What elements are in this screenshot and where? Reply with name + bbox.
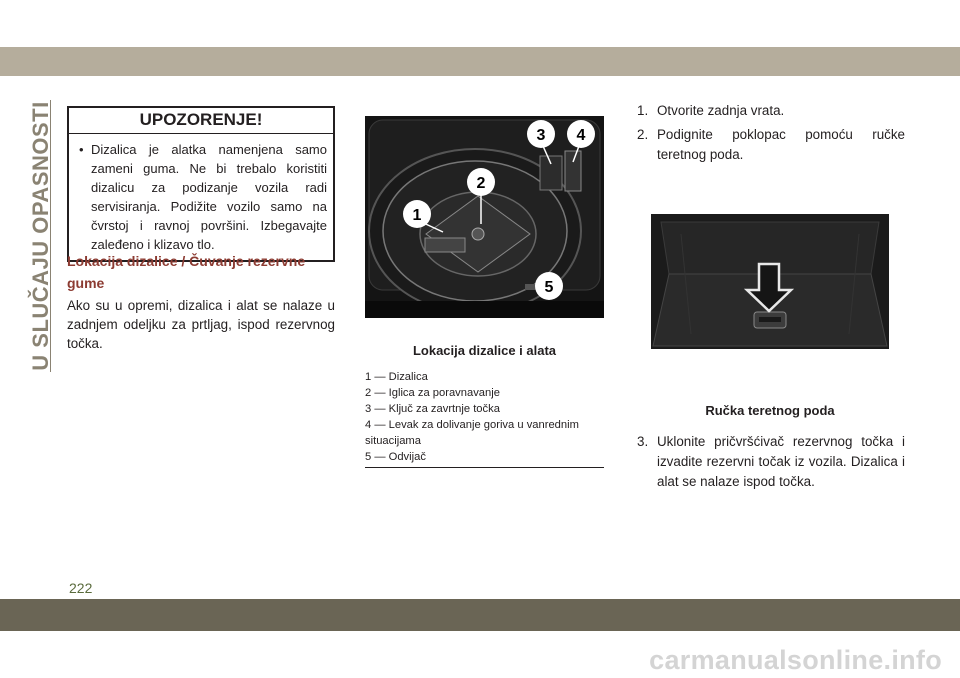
steps-list-bottom [637, 432, 905, 496]
svg-text:4: 4 [576, 127, 586, 144]
step-text: Otvorite zadnja vrata. [657, 103, 785, 118]
section-title: Lokacija dizalice / Čuvanje rezervne gume [67, 253, 306, 291]
warning-body [69, 134, 333, 260]
legend-item: 2 — Iglica za poravnavanje [365, 387, 500, 399]
step-text: Uklonite pričvršćivač rezervnog točka i izvadite rezervni točak iz vozila. Dizalica i alat se nalaze ispod točka. [657, 434, 905, 489]
warning-box [67, 106, 335, 262]
side-chapter-title: U SLUČAJU OPASNOSTI [28, 101, 53, 371]
figure2-caption: Ručka teretnog poda [705, 403, 835, 418]
warning-bullet: • [79, 142, 84, 157]
callout-3 [527, 120, 555, 148]
page-number: 222 [69, 580, 93, 596]
figure1-legend [365, 369, 604, 465]
watermark: carmanualsonline.info [649, 645, 942, 675]
warning-heading: UPOZORENJE! [69, 108, 333, 134]
step-number: 3. [637, 434, 649, 449]
step-number: 1. [637, 103, 649, 118]
legend-item: 4 — Levak za dolivanje goriva u vanrednim situacijama [365, 419, 579, 447]
callout-4 [567, 120, 595, 148]
step-item [637, 125, 905, 165]
callout-5 [535, 272, 563, 300]
legend-item: 1 — Dizalica [365, 371, 428, 383]
footer-band [0, 599, 960, 631]
step-text: Podignite poklopac pomoću ručke teretnog poda. [657, 127, 905, 162]
body-paragraph: Ako su u opremi, dizalica i alat se nalaze u zadnjem odeljku za prtljag, ispod rezervnog točka. [67, 298, 335, 351]
svg-text:5: 5 [544, 279, 554, 296]
spare-tire-illustration [365, 116, 604, 318]
svg-text:2: 2 [476, 175, 486, 192]
figure-jack-location [365, 116, 604, 318]
legend-item: 5 — Odvijač [365, 451, 426, 463]
header-band [0, 47, 960, 76]
step-item [637, 101, 905, 121]
step-number: 2. [637, 127, 649, 142]
steps-list-top [637, 101, 905, 169]
callout-1 [403, 200, 431, 228]
step-item [637, 432, 905, 492]
warning-text: Dizalica je alatka namenjena samo zameni guma. Ne bi trebalo koristiti dizalicu za podizanje vozila radi servisiranja. Podižite vozilo samo na čvrstoj i ravnoj površini. Izbegavajte zaleđeno i klizavo tlo. [91, 142, 327, 252]
figure1-caption: Lokacija dizalice i alata [412, 343, 557, 358]
legend-divider [365, 467, 604, 468]
figure-cargo-floor-handle [651, 214, 889, 349]
legend-item: 3 — Ključ za zavrtnje točka [365, 403, 500, 415]
callout-2 [467, 168, 495, 196]
svg-text:3: 3 [536, 127, 546, 144]
cargo-floor-illustration [651, 214, 889, 349]
svg-text:1: 1 [412, 207, 422, 224]
